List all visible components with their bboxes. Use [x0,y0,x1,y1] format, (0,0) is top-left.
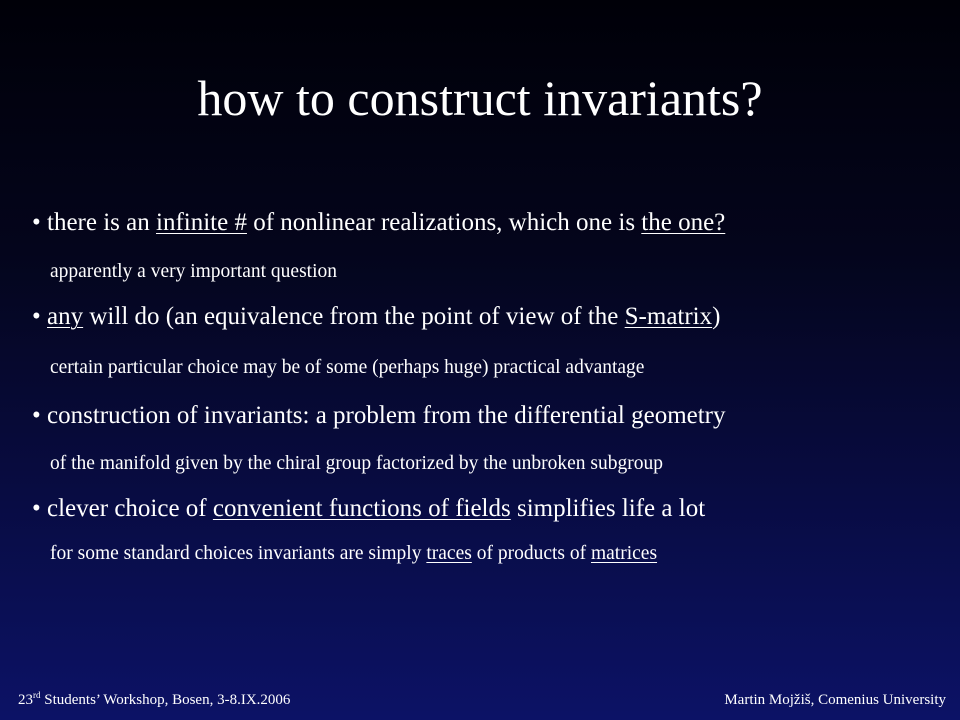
underlined-term: S-matrix [624,303,713,330]
bullet-icon: • [32,495,41,522]
slide-title: how to construct invariants? [197,70,763,126]
bullet-icon: • [32,209,41,236]
underlined-term: traces [426,543,472,564]
bullet-item-3: • construction of invariants: a problem from the differential geometry [32,402,726,429]
underlined-term: matrices [590,543,658,564]
sub-item-2: certain particular choice may be of some (perhaps huge) practical advantage [50,357,645,378]
underlined-term: convenient functions of fields [212,495,511,522]
sub-item-3: of the manifold given by the chiral group factorized by the unbroken subgroup [50,453,663,474]
bullet-item-1: • there is an infinite # of nonlinear realizations, which one is the one? [32,209,726,236]
underlined-term: any [47,303,84,330]
footer-author: Martin Mojžiš, Comenius University [724,692,946,708]
bullet-item-2: • any will do (an equivalence from the point of view of the S-matrix) [32,303,721,330]
sub-item-4: for some standard choices invariants are simply traces of products of matrices [50,543,658,564]
footer-workshop: 23rd Students’ Workshop, Bosen, 3-8.IX.2006 [18,690,291,708]
bullet-item-4: • clever choice of convenient functions of fields simplifies life a lot [32,495,706,522]
bullet-icon: • [32,402,41,429]
sub-item-1: apparently a very important question [50,261,337,282]
bullet-icon: • [32,303,41,330]
underlined-term: the one? [641,209,726,236]
underlined-term: infinite # [156,209,247,236]
